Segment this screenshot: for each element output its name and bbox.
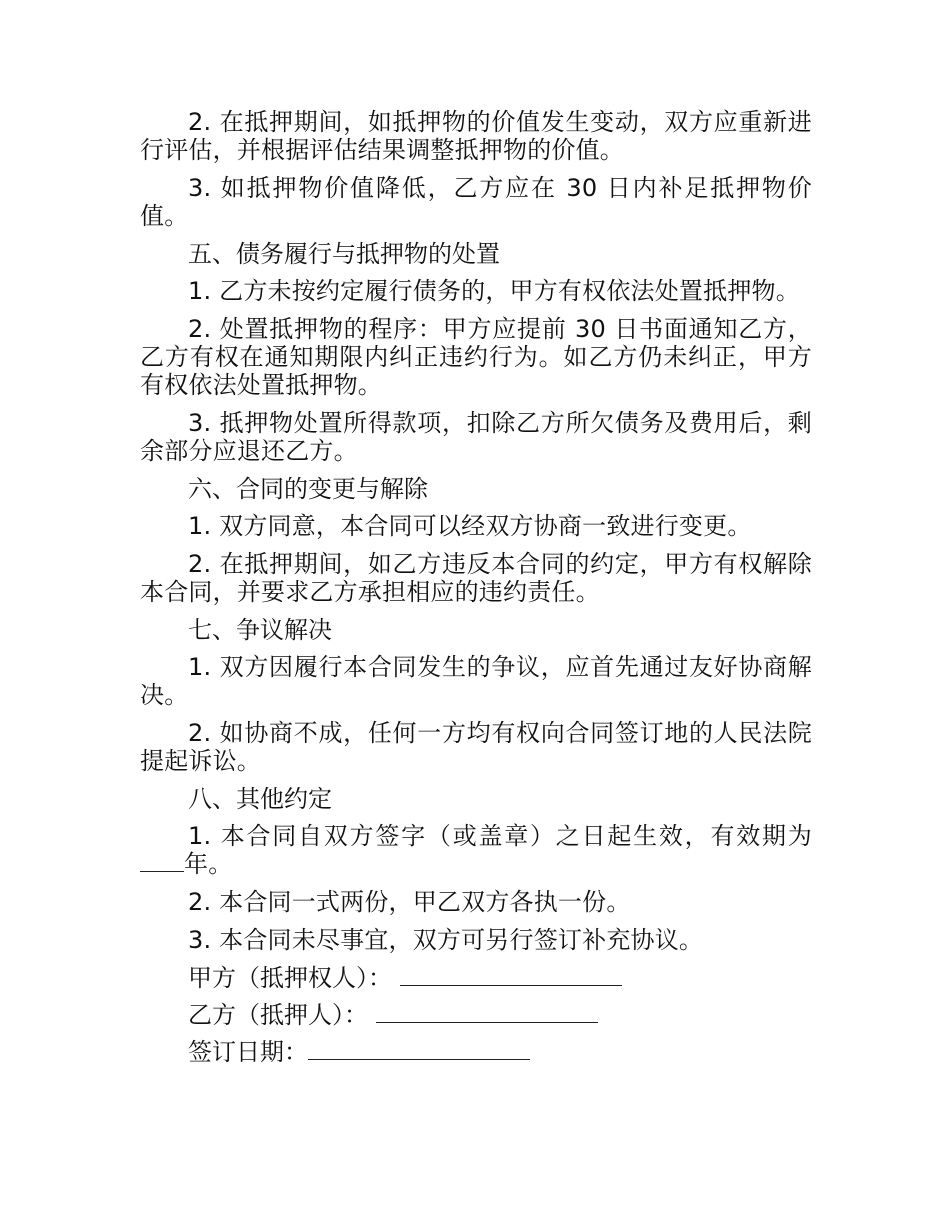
clause-5-1: 1. 乙方未按约定履行债务的，甲方有权依法处置抵押物。: [188, 277, 800, 305]
clause-7-1: 1. 双方因履行本合同发生的争议，应首先通过友好协商解决。: [140, 653, 812, 709]
clause-8-1-text: 1. 本合同自双方签字（或盖章）之日起生效，有效期为: [188, 822, 812, 850]
clause-4-3: 3. 如抵押物价值降低，乙方应在 30 日内补足抵押物价值。: [140, 174, 812, 230]
section-7-title: 七、争议解决: [188, 616, 332, 644]
section-8-title: 八、其他约定: [188, 785, 332, 813]
section-5-title: 五、债务履行与抵押物的处置: [188, 240, 500, 268]
clause-6-1: 1. 双方同意，本合同可以经双方协商一致进行变更。: [188, 512, 752, 540]
party-b-label: 乙方（抵押人）：: [188, 1001, 368, 1029]
clause-6-2: 2. 在抵押期间，如乙方违反本合同的约定，甲方有权解除本合同，并要求乙方承担相应的违约责任。: [140, 550, 812, 606]
clause-4-2: 2. 在抵押期间，如抵押物的价值发生变动，双方应重新进行评估，并根据评估结果调整抵押物的价值。: [140, 108, 812, 164]
clause-5-2: 2. 处置抵押物的程序：甲方应提前 30 日书面通知乙方，乙方有权在通知期限内纠正违约行为。如乙方仍未纠正，甲方有权依法处置抵押物。: [140, 315, 812, 399]
party-b-signature-line: [376, 1002, 598, 1023]
signing-date-label: 签订日期：: [188, 1038, 308, 1066]
party-a-label: 甲方（抵押权人）：: [188, 964, 392, 992]
section-6-title: 六、合同的变更与解除: [188, 475, 428, 503]
validity-years-blank: [140, 851, 184, 872]
clause-5-3: 3. 抵押物处置所得款项，扣除乙方所欠债务及费用后，剩余部分应退还乙方。: [140, 409, 812, 465]
clause-8-1: [140, 822, 812, 878]
clause-8-3: 3. 本合同未尽事宜，双方可另行签订补充协议。: [188, 926, 704, 954]
clause-8-2: 2. 本合同一式两份，甲乙双方各执一份。: [188, 888, 631, 916]
party-b-signature: [140, 1001, 812, 1029]
contract-body: [140, 108, 812, 1075]
clause-7-2: 2. 如协商不成，任何一方均有权向合同签订地的人民法院提起诉讼。: [140, 719, 812, 775]
clause-8-1-suffix: 年。: [184, 850, 233, 878]
party-a-signature-line: [400, 965, 622, 986]
party-a-signature: [140, 964, 812, 992]
signing-date: [140, 1038, 812, 1066]
signing-date-line: [308, 1039, 530, 1060]
